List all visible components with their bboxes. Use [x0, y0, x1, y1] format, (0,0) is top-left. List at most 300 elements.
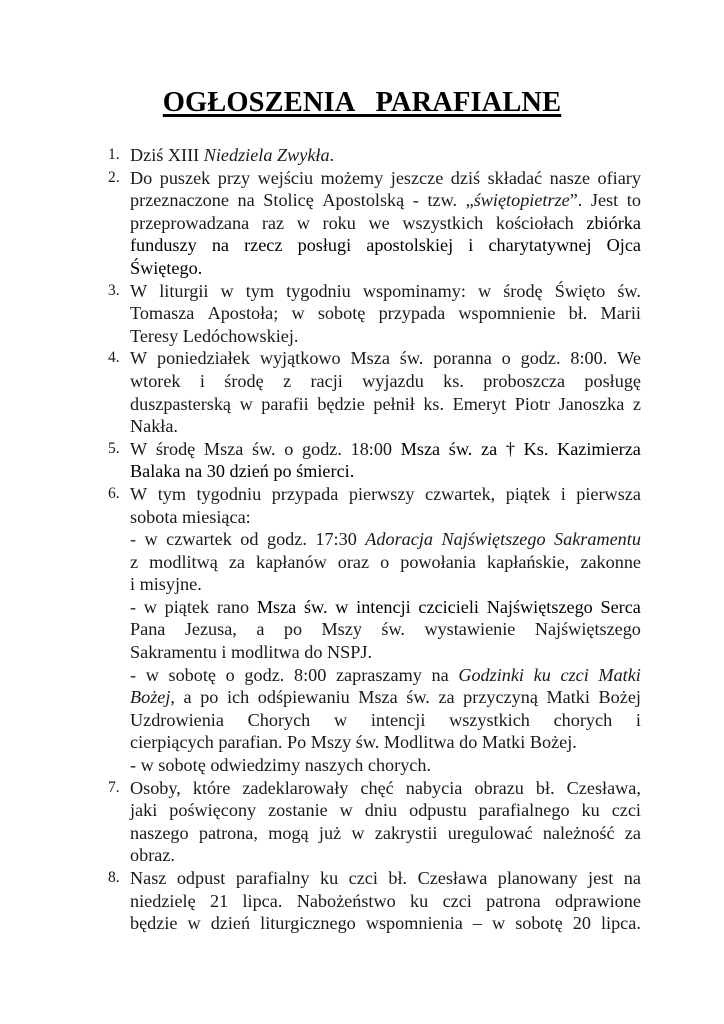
- text-run: odpust: [176, 868, 226, 888]
- text-run: o: [501, 348, 511, 369]
- text-run: możemy: [320, 167, 384, 188]
- text-run: pierwsza: [576, 483, 641, 504]
- text-run: św.: [303, 596, 328, 617]
- word: [406, 686, 430, 709]
- text-run: naszego: [130, 822, 189, 843]
- text-run: czci: [611, 800, 641, 821]
- text-run: w: [339, 800, 353, 821]
- text-line: [130, 596, 641, 619]
- word: [349, 867, 378, 890]
- text-run: 17:30: [315, 529, 357, 550]
- text-run: Matki: [546, 687, 590, 708]
- word: [286, 280, 351, 303]
- text-run: będzie: [317, 393, 365, 414]
- announcement-item: [108, 167, 641, 280]
- item-number: 2.: [108, 168, 120, 186]
- text-run: w: [187, 913, 201, 934]
- word: [217, 596, 249, 619]
- text-run: Uzdrowienia: [130, 709, 224, 730]
- text-run: już: [318, 822, 342, 843]
- text-run: tzw.: [427, 190, 458, 211]
- word: [451, 167, 480, 190]
- word: [317, 393, 364, 416]
- word: [617, 347, 641, 370]
- word: [204, 438, 243, 461]
- word: [260, 347, 341, 370]
- word: [252, 438, 276, 461]
- word: [130, 822, 189, 845]
- word: [358, 686, 397, 709]
- word: [559, 393, 625, 416]
- word: [425, 483, 495, 506]
- word: [130, 212, 249, 235]
- word: [573, 912, 591, 935]
- word: [554, 709, 613, 732]
- text-run: środę: [503, 280, 543, 301]
- word: [302, 438, 342, 461]
- text-line: [130, 551, 641, 574]
- text-run: 18:00: [350, 438, 393, 459]
- word: [443, 370, 464, 393]
- word: [351, 438, 392, 461]
- text-run: Msza: [256, 596, 297, 617]
- text-run: z: [130, 551, 139, 572]
- text-run: poświęcony: [169, 800, 257, 821]
- text-run: z: [283, 370, 292, 391]
- text-line: [130, 302, 641, 325]
- word: [560, 664, 588, 687]
- word: [242, 890, 282, 913]
- word: [236, 867, 310, 890]
- word: [481, 438, 497, 461]
- word: [212, 234, 229, 257]
- word: [200, 686, 218, 709]
- text-run: -: [412, 190, 419, 211]
- text-run: czwartek,: [425, 483, 496, 504]
- text-run: na: [211, 235, 229, 256]
- word: [515, 912, 563, 935]
- word: [351, 347, 390, 370]
- text-line: [130, 144, 641, 167]
- word: [304, 596, 328, 619]
- text-run: W: [130, 348, 148, 369]
- text-run: duszpasterską: [130, 393, 232, 414]
- text-run: funduszy: [130, 235, 197, 256]
- text-run: godz.: [302, 438, 342, 459]
- text-run: za: [228, 551, 245, 572]
- text-run: charytatywnej: [488, 235, 592, 256]
- text-line: [130, 257, 641, 280]
- text-run: sobotę: [515, 913, 563, 934]
- word: [130, 483, 147, 506]
- word: [413, 189, 419, 212]
- text-run: sobotę: [317, 303, 366, 324]
- text-run: rzecz: [244, 235, 283, 256]
- text-line: [130, 844, 641, 867]
- text-run: Do: [130, 167, 153, 188]
- word: [366, 912, 463, 935]
- word: [458, 302, 555, 325]
- page-title: [0, 86, 724, 120]
- announcement-item: [108, 867, 641, 935]
- text-run: Jest: [590, 190, 619, 211]
- word: [158, 483, 186, 506]
- word: [356, 596, 411, 619]
- text-run: Teresy Ledóchowskiej.: [130, 325, 299, 346]
- text-run: mogą: [268, 822, 309, 843]
- word: [627, 189, 641, 212]
- word: [338, 551, 369, 574]
- word: [256, 551, 327, 574]
- text-run: Apostoła;: [207, 303, 279, 324]
- word: [319, 822, 341, 845]
- announcement-item: [108, 777, 641, 867]
- text-run: czwartek: [166, 529, 232, 550]
- text-line: [130, 912, 641, 935]
- word: [268, 822, 308, 845]
- text-line: [130, 573, 641, 596]
- word: [561, 483, 566, 506]
- text-line: [130, 618, 641, 641]
- word: [360, 777, 393, 800]
- text-run: które: [192, 777, 231, 798]
- word: [598, 167, 641, 190]
- word: [200, 370, 205, 393]
- text-run: Msza: [203, 438, 244, 459]
- word: [496, 212, 574, 235]
- text-run: o: [284, 438, 294, 459]
- text-run: dzień: [210, 913, 251, 934]
- text-run: w: [492, 913, 506, 934]
- text-run: wejściu: [257, 167, 314, 188]
- word: [294, 664, 326, 687]
- text-line: [130, 731, 641, 754]
- text-run: ich: [226, 687, 250, 708]
- text-run: We: [617, 348, 641, 369]
- italic-text: Bożej: [130, 687, 171, 708]
- word: [321, 167, 384, 190]
- text-run: piątek: [164, 596, 210, 617]
- text-run: apostolskiej: [366, 235, 454, 256]
- word: [256, 618, 264, 641]
- text-run: pierwszy: [348, 483, 415, 504]
- word: [555, 890, 641, 913]
- text-run: Tomasza: [130, 303, 195, 324]
- word: [449, 438, 473, 461]
- word: [423, 393, 444, 416]
- text-run: godz.: [244, 664, 285, 685]
- text-run: patrona: [486, 890, 541, 911]
- text-run: wszystkich: [449, 709, 530, 730]
- text-run: bł.: [388, 868, 408, 888]
- text-run: przypada: [271, 483, 339, 504]
- text-run: o: [225, 664, 235, 685]
- text-run: parafialny: [235, 868, 310, 888]
- word: [221, 280, 234, 303]
- text-run: nabycia: [405, 777, 463, 798]
- text-run: św.: [617, 280, 641, 301]
- word: [478, 280, 491, 303]
- text-run: intencji: [356, 596, 411, 617]
- word: [244, 234, 282, 257]
- text-run: i: [635, 709, 641, 730]
- word: [323, 212, 356, 235]
- text-run: parafialnego: [478, 800, 570, 821]
- text-run: za: [624, 822, 641, 843]
- text-line: [130, 370, 641, 393]
- word: [418, 867, 488, 890]
- text-run: w: [296, 212, 310, 233]
- text-run: w: [351, 822, 365, 843]
- text-run: bł.: [535, 777, 555, 798]
- text-run: dniu: [364, 800, 398, 821]
- text-run: ku: [410, 890, 429, 911]
- word: [486, 890, 541, 913]
- text-run: odpustu: [409, 800, 467, 821]
- text-run: tym: [245, 280, 275, 301]
- word: [240, 528, 258, 551]
- text-run: lipca.: [600, 913, 641, 934]
- announcement-item: [108, 144, 641, 167]
- word: [349, 483, 415, 506]
- word: [502, 347, 511, 370]
- word: [130, 664, 136, 687]
- text-run: planowany: [497, 868, 578, 888]
- word: [260, 912, 356, 935]
- word: [487, 596, 593, 619]
- word: [298, 234, 352, 257]
- word: [199, 822, 258, 845]
- word: [599, 686, 641, 709]
- text-run: wtorek: [130, 370, 181, 391]
- text-line: [130, 438, 641, 461]
- word: [340, 799, 353, 822]
- word: [297, 212, 310, 235]
- text-run: kapłanów: [256, 551, 327, 572]
- word: [130, 551, 138, 574]
- text-run: przeprowadzana: [130, 212, 250, 233]
- word: [130, 867, 166, 890]
- text-run: jest: [588, 868, 614, 888]
- text-run: i: [560, 483, 566, 504]
- item-number: 5.: [108, 439, 120, 457]
- word: [379, 302, 446, 325]
- word: [311, 370, 343, 393]
- text-run: Piotr: [514, 393, 551, 414]
- word: [130, 777, 181, 800]
- text-line: [130, 890, 641, 913]
- text-run: w: [333, 709, 348, 730]
- word: [261, 393, 308, 416]
- text-run: Ks.: [523, 438, 549, 459]
- item-number: 1.: [108, 146, 120, 163]
- word: [130, 799, 157, 822]
- word: [607, 234, 641, 257]
- word: [479, 799, 570, 822]
- word: [185, 618, 237, 641]
- word: [612, 799, 641, 822]
- word: [320, 867, 338, 890]
- text-run: –: [472, 913, 482, 934]
- text-line: [130, 234, 641, 257]
- text-line: [130, 212, 641, 235]
- text-run: dziś: [450, 167, 481, 188]
- text-run: zbiórka: [586, 212, 641, 233]
- word: [591, 189, 618, 212]
- text-line: [130, 347, 641, 370]
- word: [156, 438, 195, 461]
- word: [322, 618, 362, 641]
- text-run: Najświętszego: [486, 596, 593, 617]
- text-run: ku: [581, 800, 600, 821]
- text-run: 8:00.: [570, 348, 608, 369]
- word: [365, 799, 397, 822]
- text-run: - w sobotę odwiedzimy naszych chorych.: [130, 755, 432, 776]
- text-run: po: [200, 687, 219, 708]
- item-number: 4.: [108, 349, 120, 367]
- word: [227, 686, 249, 709]
- text-run: proboszcza: [483, 370, 566, 391]
- text-run: w: [143, 596, 157, 617]
- word: [380, 551, 389, 574]
- text-run: powołania: [400, 551, 476, 572]
- text-run: odśpiewaniu: [257, 687, 350, 708]
- text-run: wystawienie: [424, 619, 516, 640]
- word: [334, 709, 347, 732]
- text-run: cierpiących parafian. Po Mszy św. Modlitwa do Matki Bożej.: [130, 732, 577, 753]
- announcement-item: [108, 347, 641, 437]
- word: [576, 483, 641, 506]
- italic-text: Najświętszego: [441, 529, 546, 550]
- word: [492, 912, 505, 935]
- text-run: czcicieli: [418, 596, 479, 617]
- italic-text: Matki: [598, 664, 641, 685]
- text-run: wyjazdu: [362, 370, 424, 391]
- word: [554, 528, 641, 551]
- word: [515, 393, 550, 416]
- word: [580, 551, 641, 574]
- text-run: środę: [224, 370, 264, 391]
- word: [318, 302, 366, 325]
- word: [188, 912, 201, 935]
- word: [130, 189, 229, 212]
- word: [373, 393, 414, 416]
- text-run: zakonne: [580, 551, 641, 572]
- text-run: obraz.: [130, 845, 175, 866]
- word: [424, 618, 515, 641]
- text-run: 21: [209, 890, 229, 911]
- text-line: [130, 280, 641, 303]
- word: [315, 528, 356, 551]
- text-run: od: [240, 529, 259, 550]
- text-run: jeszcze: [390, 167, 444, 188]
- text-line: [130, 867, 641, 890]
- text-run: Pana: [130, 619, 166, 640]
- word: [555, 280, 606, 303]
- text-line: [130, 777, 641, 800]
- text-line: [130, 325, 641, 348]
- text-run: Nakła.: [130, 416, 178, 437]
- word: [463, 686, 538, 709]
- word: [229, 551, 245, 574]
- word: [617, 280, 641, 303]
- text-run: liturgicznego: [260, 913, 356, 934]
- text-line: [130, 506, 641, 529]
- word: [166, 528, 232, 551]
- word: [160, 167, 211, 190]
- text-run: ofiary: [597, 167, 641, 188]
- word: [130, 528, 136, 551]
- word: [546, 686, 589, 709]
- italic-text: Adoracja: [365, 529, 433, 550]
- text-run: za: [438, 687, 455, 708]
- word: [506, 438, 515, 461]
- word: [441, 528, 545, 551]
- word: [543, 822, 615, 845]
- text-line: [130, 393, 641, 416]
- word: [272, 483, 339, 506]
- text-run: tym: [157, 483, 186, 504]
- announcement-item: [108, 280, 641, 348]
- word: [246, 280, 274, 303]
- word: [130, 890, 196, 913]
- word: [449, 709, 530, 732]
- item-number: 8.: [108, 869, 120, 886]
- word: [633, 393, 641, 416]
- text-run: środę: [155, 438, 196, 459]
- text-run: Marii: [600, 303, 641, 324]
- text-run: i misyjne.: [130, 574, 202, 595]
- text-run: Janoszka: [558, 393, 625, 414]
- page-title-text: OGŁOSZENIA PARAFIALNE: [162, 87, 562, 118]
- text-run: na: [431, 664, 449, 685]
- text-run: puszek: [159, 167, 211, 188]
- announcement-item: [108, 438, 641, 483]
- text-run: Ojca: [606, 235, 641, 256]
- word: [130, 618, 165, 641]
- word: [258, 167, 314, 190]
- word: [625, 822, 641, 845]
- word: [130, 709, 224, 732]
- word: [169, 799, 256, 822]
- word: [448, 822, 533, 845]
- text-run: 20: [572, 913, 591, 934]
- word: [257, 596, 296, 619]
- word: [130, 280, 147, 303]
- text-run: będzie: [130, 913, 178, 934]
- word: [130, 347, 147, 370]
- text-run: Nabożeństwo: [296, 890, 396, 911]
- text-run: na: [623, 868, 641, 888]
- word: [258, 686, 350, 709]
- text-run: rano: [216, 596, 250, 617]
- text-run: za: [481, 438, 498, 459]
- text-run: jaki: [130, 800, 158, 821]
- text-run: ks.: [423, 393, 445, 414]
- word: [284, 618, 302, 641]
- announcement-item: [108, 483, 641, 777]
- text-run: zadeklarowały: [242, 777, 349, 798]
- word: [165, 596, 209, 619]
- text-run: sobota miesiąca:: [130, 506, 251, 527]
- word: [365, 528, 433, 551]
- text-run: św.: [252, 438, 276, 459]
- word: [149, 551, 218, 574]
- word: [410, 890, 428, 913]
- text-run: w: [220, 280, 234, 301]
- italic-text: Sakramentu: [554, 529, 641, 550]
- word: [366, 234, 453, 257]
